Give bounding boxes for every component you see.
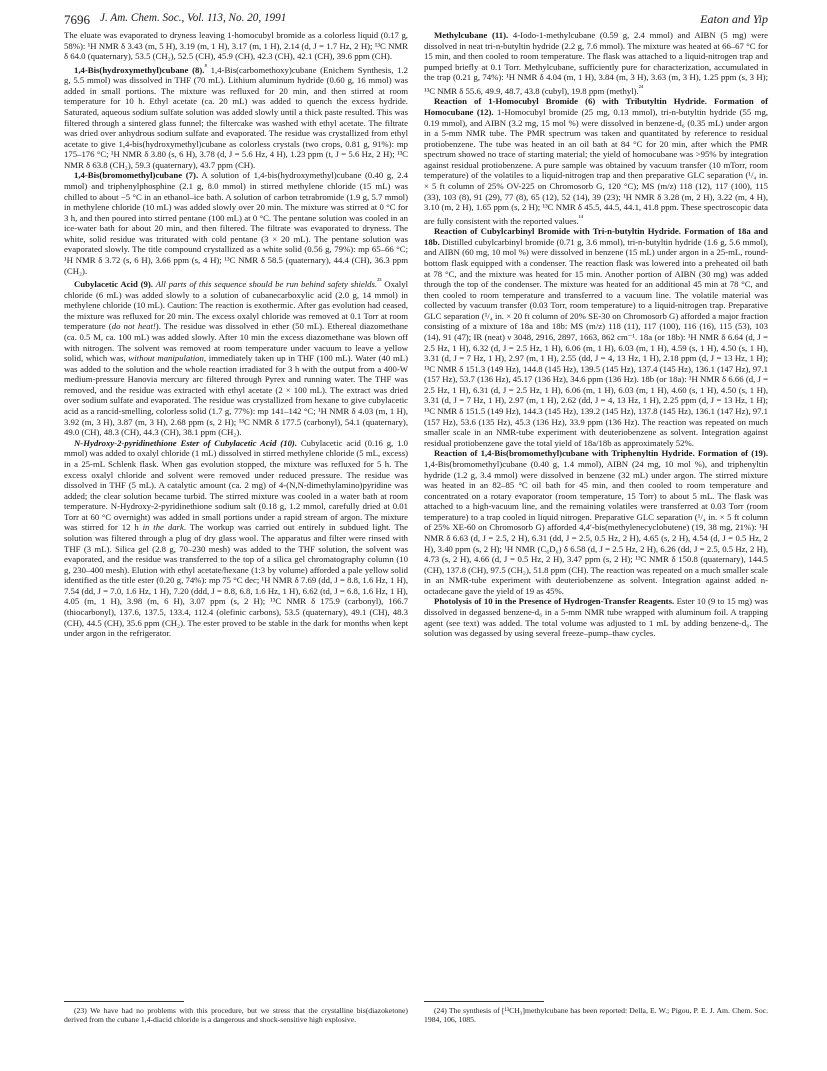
paragraph-text: Ester 10 (9 to 15 mg) was dissolved in degassed benzene-d₆ in a 5-mm NMR tube wrapped with aluminum foil. A trapping agent (see text) was added. The total volume was adjusted to 1 mL by adding benzene-d₆. The solution was degassed by using several freeze–pump–thaw cycles. — [424, 596, 768, 639]
paragraph-text: 1,4-Bis(bromomethyl)cubane (0.40 g, 1.4 mmol), AIBN (24 mg, 10 mol %), and triphenyltin hydride (1.2 g, 3.4 mmol) were dissolved in benzene (32 mL) under argon. The stirred mixture was heated in an 82–85 °C oil bath for 45 min, and then cooled to room temperature and concentrated on a rotary evaporator (room temperature, 15 Torr) to about 5 mL. The flask was attached to a high-vacuum line, and the remaining volatiles were transferred at 0.03 Torr (room temperature) to a trap cooled in liquid nitrogen. Preparative GLC separation (¹/₄ in. × 5 ft column of 25% XE-60 on Chromosorb G) afforded 4,4′-bis(methylenecyclobutene) (19, 38 mg, 21%): ¹H NMR δ 6.63 (d, J = 2.5, 2 H), 6.31 (dd, J = 2.5, 0.5 Hz, 2 H), 4.65 (s, 2 H), 4.54 (d, J = 0.5 Hz, 2 H), 3.40 ppm (s, 2 H); ¹H NMR (C₆D₆) δ 6.58 (d, J = 2.5 Hz, 2 H), 6.26 (dd, J = 2.5, 0.5 Hz, 2 H), 4.73 (s, 2 H), 4.66 (d, J = 0.5 Hz, 2 H), 3.47 ppm (s, 2 H); ¹³C NMR δ 150.8 (quaternary), 144.5 (CH), 137.8 (CH), 97.5 (CH₂), 51.8 ppm (CH). The reaction was repeated on a much smaller scale in an NMR-tube experiment with deuteriobenzene as solvent. Integration against added n-octadecane gave the yield of 19 as 45%. — [424, 458, 768, 596]
paragraph-cubylcarbinyl-bromide — [424, 226, 768, 448]
section-heading: 1,4-Bis(hydroxymethyl)cubane (8). — [74, 64, 205, 75]
paragraph-triphenyltin-reaction — [424, 448, 768, 596]
section-heading: Reaction of 1-Homocubyl Bromide (6) with Tributyltin Hydride. Formation of Homocubane (12). — [424, 96, 768, 117]
section-heading: Reaction of 1,4-Bis(bromomethyl)cubane with Triphenyltin Hydride. Formation of (19). — [434, 448, 768, 459]
paragraph-cubylacetic-acid — [64, 276, 408, 438]
section-heading: 1,4-Bis(bromomethyl)cubane (7). — [74, 170, 199, 181]
left-column — [64, 30, 408, 639]
paragraph-text: 1-Homocubyl bromide (25 mg, 0.13 mmol), tri-n-butyltin hydride (55 mg, 0.19 mmol), and AIBN (3.2 mg, 15 mol %) were dissolved in benzene-d₆ (0.35 mL) under argon in a 5-mm NMR tube. The PMR spectrum was taken and quantitated by reference to residual protiobenzene. The tube was heated in an oil bath at 84 °C for 20 min, after which the PMR spectrum showed no trace of starting material; the yield of homocubane was >95% by integration against residual protiobenzene. A pure sample was obtained by vacuum transfer (10 mTorr, room temperature) of the volatiles to a liquid-nitrogen trap and then preparative GLC separation (¹/₄ in. × 5 ft column of 25% OV-225 on Chromosorb G, 120 °C); MS (m/z) 118 (12), 117 (100), 115 (33), 103 (8), 91 (29), 77 (8), 65 (12), 52 (14), 39 (23); ¹H NMR δ 3.28 (m, 2 H), 3.22 (m, 4 H), 3.10 (m, 2 H), 1.65 ppm (s, 2 H); ¹³C NMR δ 45.5, 44.5, 44.1, 41.8 ppm. These spectroscopic data are fully consistent with the reported values. — [424, 106, 769, 226]
right-column — [424, 30, 768, 639]
section-heading: Photolysis of 10 in the Presence of Hydrogen-Transfer Reagents. — [434, 596, 675, 607]
section-heading: Reaction of Cubylcarbinyl Bromide with Tri-n-butyltin Hydride. Formation of 18a and 18b. — [424, 226, 768, 247]
paragraph-bis-hydroxymethyl-cubane — [64, 62, 408, 171]
reference-mark: ¹⁴ — [578, 213, 584, 222]
footnote-text: (24) The synthesis of [¹³CH₃]methylcubane has been reported: Della, E. W.; Pigou, P. E. J. Am. Chem. Soc. 1984, 106, 1085. — [424, 1006, 768, 1025]
section-heading: Cubylacetic Acid (9). — [74, 279, 153, 290]
paragraph-text: . The workup was carried out entirely in subdued light. The solution was filtered through a plug of dry glass wool. The apparatus and filter were rinsed with THF (3 mL). Silica gel (2.8 g, 70–230 mesh) was added to the THF solution, the solvent was evaporated, and the residue was transferred to the top of a silica gel chromatography column (10 g, 230–400 mesh). Elution with ethyl acetate/hexane (1:3 by volume) afforded a pale yellow solid identified as the title ester (0.20 g, 74%): mp 75 °C dec; ¹H NMR δ 7.69 (dd, J = 8.8, 1.6 Hz, 1 H), 7.54 (dd, J = 7.0, 1.6 Hz, 1 H), 7.20 (ddd, J = 8.8, 6.8, 1.6 Hz, 1 H), 6.62 (td, J = 6.8, 1.6 Hz, 1 H), 4.05 (m, 1 H), 3.98 (m, 6 H), 3.07 ppm (s, 2 H); ¹³C NMR δ 175.9 (carbonyl), 166.7 (thiocarbonyl), 137.6, 137.5, 133.4, 112.4 (olefinic carbons), 53.5 (quaternary), 49.1 (CH), 48.3 (CH), 44.5 (CH), 35.6 ppm (CH₂). The ester proved to be stable in the dark for months when kept under argon in the refrigerator. — [64, 522, 408, 639]
paragraph-methylcubane — [424, 30, 768, 96]
paragraph-text: , immediately taken up in THF (100 mL). Water (40 mL) was added to the solution and the whole reaction irradiated for 3 h with the output from a 400-W medium-pressure Hanovia mercury arc filtered through Pyrex and running water. The THF was removed, and the residue was extracted with ethyl acetate (2 × 100 mL). The extract was dried over sodium sulfate and evaporated. The residue was crystallized from hexane to give cubylacetic acid as a rancid-smelling, colorless solid (1.7 g, 77%): mp 141–142 °C; ¹H NMR δ 4.03 (m, 1 H), 3.92 (m, 3 H), 3.87 (m, 3 H), 2.68 ppm (s, 2 H); ¹³C NMR δ 177.5 (carbonyl), 54.1 (quaternary), 49.0 (CH), 48.3 (CH), 44.3 (CH), 38.1 ppm (CH₂). — [64, 353, 408, 438]
footnote-rule-right — [424, 1001, 544, 1002]
footnote-23 — [64, 1006, 408, 1024]
journal-citation: J. Am. Chem. Soc., Vol. 113, No. 20, 1991 — [100, 12, 287, 24]
section-heading: N-Hydroxy-2-pyridinethione Ester of Cubylacetic Acid (10). — [74, 437, 298, 448]
reference-mark: ⁸ — [204, 62, 207, 71]
safety-note: All parts of this sequence should be run behind safety shields. — [152, 279, 378, 290]
paragraph-text: A solution of 1,4-bis(hydroxymethyl)cubane (0.40 g, 2.4 mmol) and triphenylphosphine (2.1 g, 8.0 mmol) in stirred methylene chloride (15 mL) was chilled to about −5 °C in an ethanol–ice bath. A solution of carbon tetrabromide (1.9 g, 5.7 mmol) in methylene chloride (10 mL) was added slowly over 20 min. The mixture was stirred at 0 °C for 3 h, and then poured into stirred pentane (100 mL) at 0 °C. The pentane solution was cooled in an ice-water bath for about 20 min, and then filtered. The filtrate was evaporated to dryness. The white, solid residue was triturated with cold pentane (3 × 20 mL). The pentane solution was evaporated slowly. The title compound crystallized as a white solid (0.56 g, 79%): mp 65–66 °C; ¹H NMR δ 3.72 (s, 6 H), 3.66 ppm (s, 4 H); ¹³C NMR δ 58.5 (quaternary), 44.4 (CH), 36.3 ppm (CH₂). — [64, 170, 409, 276]
reference-mark: ²³ — [377, 277, 382, 286]
paragraph-homocubyl-bromide: The eluate was evaporated to dryness leaving 1-homocubyl bromide as a colorless liquid (0.17 g, 58%): ¹H NMR δ 3.43 (m, 5 H), 3.19 (m, 1 H), 3.17 (m, 1 H), 2.14 (d, J = 1.7 Hz, 2 H); ¹³C NMR δ 64.0 (quaternary), 53.5 (CH₂), 52.5 (CH), 45.9 (CH), 42.3 (CH), 42.1 (CH), 39.6 ppm (CH). — [64, 30, 408, 62]
emphasis-text: in the dark — [142, 522, 184, 533]
paragraph-photolysis — [424, 596, 768, 638]
paragraph-pyridinethione-ester — [64, 438, 408, 639]
reference-mark: ²⁴ — [638, 83, 644, 92]
footnote-text: (23) We have had no problems with this procedure, but we stress that the crystalline bis(diazoketone) derived from the cubane 1,4-diacid chloride is a dangerous and shock-sensitive high explosive. — [64, 1006, 408, 1025]
footnote-rule-left — [64, 1001, 184, 1002]
paragraph-text: Oxalyl chloride (6 mL) was added slowly to a solution of cubanecarboxylic acid (2.0 g, 14 mmol) in methylene chloride (10 mL). Caution: The reaction is exothermic. After gas evolution had ceased, the mixture was refluxed for 20 min. The excess oxalyl chloride was removed at 0.1 Torr at room temperature ( — [64, 279, 408, 332]
emphasis-text: do not heat! — [111, 321, 156, 332]
running-authors: Eaton and Yip — [700, 12, 768, 26]
footnote-24 — [424, 1006, 768, 1024]
paragraph-text: Distilled cubylcarbinyl bromide (0.71 g, 3.6 mmol), tri-n-butyltin hydride (1.6 g, 5.6 mmol), and AIBN (60 mg, 10 mol %) were dissolved in benzene (15 mL) under argon in a 25-mL, round-bottom flask equipped with a condenser. The reaction flask was lowered into a preheated oil bath at 78 °C, and the mixture was heated for 15 min. Another portion of AIBN (30 mg) was added through the top of the condenser. The mixture was heated for an additional 45 min at 78 °C, and then cooled to room temperature and transferred to a vacuum line. The volatile material was collected by vacuum transfer (0.03 Torr, room temperature) to a liquid-nitrogen trap. Preparative GLC separation (¹/₄ in. × 20 ft column of 20% SE-30 on Chromosorb G) afforded a major fraction consisting of a mixture of 18a and 18b: MS (m/z) 118 (11), 117 (100), 116 (16), 115 (53), 103 (14), 91 (47); IR (neat) ν 3048, 2916, 2897, 1663, 862 cm⁻¹. 18a (or 18b): ¹H NMR δ 6.64 (d, J = 2.5 Hz, 1 H), 6.32 (d, J = 2.5 Hz, 1 H), 6.06 (m, 1 H), 6.03 (m, 1 H), 4.59 (s, 1 H), 4.50 (s, 1 H), 3.31 (d, J = 7 Hz, 1 H), 2.97 (m, 1 H), 2.55 (dd, J = 4, 13 Hz, 1 H), 2.18 ppm (d, J = 13 Hz, 1 H); ¹³C NMR δ 151.3 (149 Hz), 144.8 (145 Hz), 139.5 (145 Hz), 137.4 (145 Hz), 136.1 (147 Hz), 97.1 (157 Hz), 53.7 (136 Hz), 45.17 (136 Hz), 34.6 ppm (136 Hz). 18b (or 18a): ¹H NMR δ 6.66 (d, J = 2.5 Hz, 1 H), 6.31 (d, J = 2.5 Hz, 1 H), 6.06 (m, 1 H), 6.03 (m, 1 H), 4.60 (s, 1 H), 4.50 (s, 1 H), 3.31 (d, J = 7 Hz, 1 H), 2.97 (m, 1 H), 2.62 (dd, J = 4, 13 Hz, 1 H), 2.25 ppm (d, J = 13 Hz, 1 H); ¹³C NMR δ 151.5 (149 Hz), 144.3 (145 Hz), 139.2 (145 Hz), 137.8 (145 Hz), 136.1 (147 Hz), 97.1 (157 Hz), 53.6 (135 Hz), 45.3 (136 Hz), 33.9 ppm (136 Hz). The reaction was repeated on much smaller scale in an NMR-tube experiment with deuteriobenzene as solvent. Integration against residual protiobenzene gave the total yield of 18a/18b as approximately 52%. — [424, 236, 768, 448]
paragraph-text: Cubylacetic acid (0.16 g, 1.0 mmol) was added to oxalyl chloride (1 mL) dissolved in stirred methylene chloride (5 mL, excess) in a 25-mL Schlenk flask. When gas evolution stopped, the mixture was refluxed for 5 h. The excess oxalyl chloride and solvent were removed under reduced pressure. The residue was dissolved in THF (5 mL). A catalytic amount (ca. 2 mg) of 4-(N,N-dimethylamino)pyridine was added; the clear solution became turbid. The stirred mixture was cooled in a water bath at room temperature. N-Hydroxy-2-pyridinethione sodium salt (0.18 g, 1.2 mmol, carefully dried at 0.01 Torr at 60 °C overnight) was added in small portions under a rapid stream of argon. The mixture was stirred for 12 h — [64, 437, 408, 533]
paragraph-text: 1,4-Bis(carbomethoxy)cubane (Enichem Synthesis, 1.2 g, 5.5 mmol) was dissolved in THF (70 mL). Lithium aluminum hydride (0.60 g, 16 mmol) was added in small portions. The mixture was refluxed for 20 min, and then stirred at room temperature for 10 h. Ethyl acetate (ca. 20 mL) was added to quench the excess hydride. Saturated, aqueous sodium sulfate solution was added slowly until a thick paste resulted. This was filtered through a sintered glass funnel; the filtercake was washed with ethyl acetate. The filtrate was dried over anhydrous sodium sulfate and evaporated. The residue was crystallized from ethyl acetate to give 1,4-bis(hydroxymethyl)cubane as colorless crystals (two crops, 0.81 g, 91%): mp 175–176 °C; ¹H NMR δ 3.80 (s, 6 H), 3.78 (d, J = 5.6 Hz, 4 H), 1.23 ppm (t, J = 5.6 Hz, 2 H); ¹³C NMR δ 63.8 (CH₂), 59.3 (quaternary), 43.7 ppm (CH). — [64, 64, 408, 170]
page-number: 7696 — [64, 12, 90, 27]
paragraph-text: 4-Iodo-1-methylcubane (0.59 g, 2.4 mmol) and AIBN (5 mg) were dissolved in neat tri-n-butyltin hydride (2.2 g, 7.6 mmol). The mixture was heated at 66–67 °C for 15 min, and then cooled to room temperature. The flask was attached to a liquid-nitrogen trap and pumped briefly at 0.1 Torr. Methylcubane, sufficiently pure for characterization, accumulated in the trap (0.21 g, 74%): ¹H NMR δ 4.04 (m, 1 H), 3.84 (m, 3 H), 3.63 (m, 3 H), 1.25 ppm (s, 3 H); ¹³C NMR δ 55.6, 49.9, 48.7, 43.8 (cubyl), 19.8 ppm (methyl). — [424, 30, 768, 96]
paragraph-homocubane — [424, 96, 768, 226]
running-header — [64, 8, 768, 28]
paragraph-text: ). The residue was dissolved in ether (50 mL). Ethereal diazomethane (ca. 0.5 M, ca. 100 mL) was added slowly. After 10 min the excess diazomethane was blown off with nitrogen. The solvent was removed at room temperature under vacuum to leave a yellow solid, which was, — [64, 321, 408, 364]
paragraph-bis-bromomethyl-cubane — [64, 170, 408, 276]
emphasis-text: without manipulation — [128, 353, 204, 364]
section-heading: Methylcubane (11). — [434, 30, 509, 40]
